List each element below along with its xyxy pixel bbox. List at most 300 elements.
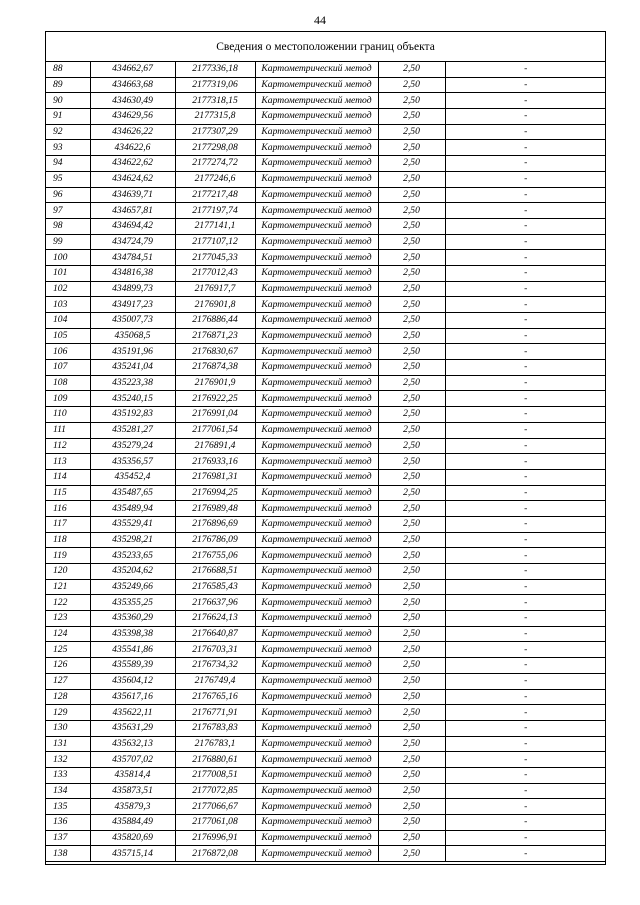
coordinate-y-cell: 2176891,4 [175, 438, 255, 454]
description-cell: - [445, 564, 606, 580]
table-row [45, 736, 606, 752]
description-cell: - [445, 124, 606, 140]
point-number-cell: 122 [45, 595, 90, 611]
point-number-cell: 93 [45, 140, 90, 156]
method-cell: Картометрический метод [255, 846, 378, 862]
coordinate-x-cell: 435707,02 [90, 752, 175, 768]
description-cell: - [445, 673, 606, 689]
coordinates-table [45, 62, 606, 862]
coordinate-y-cell: 2176991,04 [175, 407, 255, 423]
point-number-cell: 118 [45, 532, 90, 548]
coordinate-x-cell: 435223,38 [90, 375, 175, 391]
description-cell: - [445, 658, 606, 674]
point-number-cell: 90 [45, 93, 90, 109]
method-cell: Картометрический метод [255, 815, 378, 831]
coordinate-x-cell: 435617,16 [90, 689, 175, 705]
table-row [45, 595, 606, 611]
description-cell: - [445, 767, 606, 783]
description-cell: - [445, 187, 606, 203]
accuracy-cell: 2,50 [378, 77, 445, 93]
page-number: 44 [314, 13, 326, 27]
coordinate-x-cell: 435192,83 [90, 407, 175, 423]
point-number-cell: 129 [45, 705, 90, 721]
method-cell: Картометрический метод [255, 673, 378, 689]
accuracy-cell: 2,50 [378, 391, 445, 407]
method-cell: Картометрический метод [255, 93, 378, 109]
description-cell: - [445, 391, 606, 407]
coordinate-x-cell: 434624,62 [90, 171, 175, 187]
accuracy-cell: 2,50 [378, 720, 445, 736]
method-cell: Картометрический метод [255, 297, 378, 313]
point-number-cell: 105 [45, 328, 90, 344]
method-cell: Картометрический метод [255, 830, 378, 846]
table-row [45, 187, 606, 203]
table-row [45, 752, 606, 768]
method-cell: Картометрический метод [255, 109, 378, 125]
table-row [45, 140, 606, 156]
accuracy-cell: 2,50 [378, 485, 445, 501]
description-cell: - [445, 485, 606, 501]
description-cell: - [445, 799, 606, 815]
coordinates-table-frame [45, 31, 606, 865]
method-cell: Картометрический метод [255, 532, 378, 548]
method-cell: Картометрический метод [255, 171, 378, 187]
accuracy-cell: 2,50 [378, 187, 445, 203]
table-row [45, 62, 606, 77]
method-cell: Картометрический метод [255, 140, 378, 156]
coordinate-y-cell: 2177336,18 [175, 62, 255, 77]
method-cell: Картометрический метод [255, 689, 378, 705]
point-number-cell: 91 [45, 109, 90, 125]
table-row [45, 799, 606, 815]
description-cell: - [445, 234, 606, 250]
accuracy-cell: 2,50 [378, 532, 445, 548]
table-row [45, 658, 606, 674]
coordinate-x-cell: 435204,62 [90, 564, 175, 580]
method-cell: Картометрический метод [255, 250, 378, 266]
coordinate-y-cell: 2176880,61 [175, 752, 255, 768]
accuracy-cell: 2,50 [378, 799, 445, 815]
accuracy-cell: 2,50 [378, 516, 445, 532]
coordinates-table-body [45, 62, 606, 862]
accuracy-cell: 2,50 [378, 736, 445, 752]
coordinate-x-cell: 435281,27 [90, 422, 175, 438]
accuracy-cell: 2,50 [378, 297, 445, 313]
accuracy-cell: 2,50 [378, 830, 445, 846]
method-cell: Картометрический метод [255, 407, 378, 423]
coordinate-x-cell: 435298,21 [90, 532, 175, 548]
description-cell: - [445, 611, 606, 627]
method-cell: Картометрический метод [255, 642, 378, 658]
method-cell: Картометрический метод [255, 626, 378, 642]
accuracy-cell: 2,50 [378, 344, 445, 360]
accuracy-cell: 2,50 [378, 62, 445, 77]
accuracy-cell: 2,50 [378, 313, 445, 329]
coordinate-y-cell: 2177319,06 [175, 77, 255, 93]
point-number-cell: 125 [45, 642, 90, 658]
method-cell: Картометрический метод [255, 501, 378, 517]
point-number-cell: 92 [45, 124, 90, 140]
coordinate-x-cell: 435279,24 [90, 438, 175, 454]
method-cell: Картометрический метод [255, 156, 378, 172]
coordinate-x-cell: 435604,12 [90, 673, 175, 689]
accuracy-cell: 2,50 [378, 815, 445, 831]
table-row [45, 391, 606, 407]
coordinate-x-cell: 435622,11 [90, 705, 175, 721]
accuracy-cell: 2,50 [378, 93, 445, 109]
coordinate-x-cell: 434917,23 [90, 297, 175, 313]
method-cell: Картометрический метод [255, 187, 378, 203]
method-cell: Картометрический метод [255, 705, 378, 721]
method-cell: Картометрический метод [255, 799, 378, 815]
table-row [45, 281, 606, 297]
description-cell: - [445, 265, 606, 281]
description-cell: - [445, 250, 606, 266]
point-number-cell: 104 [45, 313, 90, 329]
coordinate-x-cell: 434816,38 [90, 265, 175, 281]
coordinate-y-cell: 2176637,96 [175, 595, 255, 611]
point-number-cell: 89 [45, 77, 90, 93]
accuracy-cell: 2,50 [378, 438, 445, 454]
description-cell: - [445, 93, 606, 109]
table-row [45, 109, 606, 125]
accuracy-cell: 2,50 [378, 360, 445, 376]
coordinate-y-cell: 2176786,09 [175, 532, 255, 548]
table-row [45, 454, 606, 470]
table-row [45, 815, 606, 831]
section-title: Сведения о местоположении границ объекта [46, 32, 605, 62]
coordinate-y-cell: 2176901,9 [175, 375, 255, 391]
description-cell: - [445, 720, 606, 736]
method-cell: Картометрический метод [255, 438, 378, 454]
coordinate-y-cell: 2177061,08 [175, 815, 255, 831]
coordinate-y-cell: 2177315,8 [175, 109, 255, 125]
point-number-cell: 137 [45, 830, 90, 846]
accuracy-cell: 2,50 [378, 846, 445, 862]
method-cell: Картометрический метод [255, 783, 378, 799]
point-number-cell: 132 [45, 752, 90, 768]
coordinate-x-cell: 435631,29 [90, 720, 175, 736]
coordinate-x-cell: 435487,65 [90, 485, 175, 501]
accuracy-cell: 2,50 [378, 234, 445, 250]
description-cell: - [445, 501, 606, 517]
coordinate-x-cell: 434899,73 [90, 281, 175, 297]
coordinate-x-cell: 434724,79 [90, 234, 175, 250]
method-cell: Картометрический метод [255, 391, 378, 407]
accuracy-cell: 2,50 [378, 156, 445, 172]
table-row [45, 689, 606, 705]
coordinate-x-cell: 435873,51 [90, 783, 175, 799]
accuracy-cell: 2,50 [378, 548, 445, 564]
description-cell: - [445, 203, 606, 219]
coordinate-x-cell: 435489,94 [90, 501, 175, 517]
accuracy-cell: 2,50 [378, 595, 445, 611]
accuracy-cell: 2,50 [378, 265, 445, 281]
coordinate-x-cell: 434639,71 [90, 187, 175, 203]
point-number-cell: 112 [45, 438, 90, 454]
accuracy-cell: 2,50 [378, 501, 445, 517]
coordinate-x-cell: 434626,22 [90, 124, 175, 140]
coordinate-x-cell: 435814,4 [90, 767, 175, 783]
point-number-cell: 138 [45, 846, 90, 862]
coordinate-x-cell: 434663,68 [90, 77, 175, 93]
coordinate-y-cell: 2176585,43 [175, 579, 255, 595]
table-row [45, 422, 606, 438]
coordinate-y-cell: 2177318,15 [175, 93, 255, 109]
description-cell: - [445, 140, 606, 156]
table-row [45, 265, 606, 281]
table-row [45, 234, 606, 250]
table-row [45, 77, 606, 93]
method-cell: Картометрический метод [255, 469, 378, 485]
point-number-cell: 96 [45, 187, 90, 203]
coordinate-x-cell: 435452,4 [90, 469, 175, 485]
point-number-cell: 113 [45, 454, 90, 470]
accuracy-cell: 2,50 [378, 752, 445, 768]
coordinate-y-cell: 2176922,25 [175, 391, 255, 407]
coordinate-y-cell: 2176640,87 [175, 626, 255, 642]
table-row [45, 532, 606, 548]
coordinate-y-cell: 2176996,91 [175, 830, 255, 846]
method-cell: Картометрический метод [255, 752, 378, 768]
description-cell: - [445, 156, 606, 172]
table-row [45, 705, 606, 721]
accuracy-cell: 2,50 [378, 658, 445, 674]
coordinate-y-cell: 2176765,16 [175, 689, 255, 705]
description-cell: - [445, 407, 606, 423]
coordinate-x-cell: 435233,65 [90, 548, 175, 564]
description-cell: - [445, 375, 606, 391]
coordinate-x-cell: 434784,51 [90, 250, 175, 266]
accuracy-cell: 2,50 [378, 673, 445, 689]
table-row [45, 548, 606, 564]
coordinate-y-cell: 2176755,06 [175, 548, 255, 564]
coordinate-y-cell: 2176771,91 [175, 705, 255, 721]
accuracy-cell: 2,50 [378, 469, 445, 485]
coordinate-y-cell: 2176871,23 [175, 328, 255, 344]
table-row [45, 218, 606, 234]
accuracy-cell: 2,50 [378, 564, 445, 580]
accuracy-cell: 2,50 [378, 250, 445, 266]
table-row [45, 516, 606, 532]
point-number-cell: 109 [45, 391, 90, 407]
description-cell: - [445, 626, 606, 642]
point-number-cell: 107 [45, 360, 90, 376]
table-row [45, 344, 606, 360]
coordinate-y-cell: 2177066,67 [175, 799, 255, 815]
description-cell: - [445, 595, 606, 611]
description-cell: - [445, 830, 606, 846]
coordinate-y-cell: 2177307,29 [175, 124, 255, 140]
coordinate-x-cell: 434630,49 [90, 93, 175, 109]
coordinate-y-cell: 2176874,38 [175, 360, 255, 376]
accuracy-cell: 2,50 [378, 579, 445, 595]
coordinate-x-cell: 435191,96 [90, 344, 175, 360]
coordinate-x-cell: 434629,56 [90, 109, 175, 125]
point-number-cell: 88 [45, 62, 90, 77]
accuracy-cell: 2,50 [378, 218, 445, 234]
coordinate-y-cell: 2177045,33 [175, 250, 255, 266]
description-cell: - [445, 422, 606, 438]
table-row [45, 720, 606, 736]
coordinate-y-cell: 2176989,48 [175, 501, 255, 517]
point-number-cell: 126 [45, 658, 90, 674]
point-number-cell: 134 [45, 783, 90, 799]
coordinate-x-cell: 435541,86 [90, 642, 175, 658]
point-number-cell: 108 [45, 375, 90, 391]
accuracy-cell: 2,50 [378, 328, 445, 344]
coordinate-x-cell: 435632,13 [90, 736, 175, 752]
coordinate-x-cell: 435241,04 [90, 360, 175, 376]
table-row [45, 846, 606, 862]
method-cell: Картометрический метод [255, 422, 378, 438]
coordinate-x-cell: 435240,15 [90, 391, 175, 407]
point-number-cell: 114 [45, 469, 90, 485]
accuracy-cell: 2,50 [378, 689, 445, 705]
table-row [45, 360, 606, 376]
coordinate-x-cell: 435884,49 [90, 815, 175, 831]
coordinate-x-cell: 435529,41 [90, 516, 175, 532]
table-row [45, 642, 606, 658]
description-cell: - [445, 360, 606, 376]
point-number-cell: 136 [45, 815, 90, 831]
description-cell: - [445, 815, 606, 831]
accuracy-cell: 2,50 [378, 626, 445, 642]
description-cell: - [445, 171, 606, 187]
coordinate-y-cell: 2177274,72 [175, 156, 255, 172]
table-row [45, 501, 606, 517]
accuracy-cell: 2,50 [378, 124, 445, 140]
coordinate-x-cell: 434694,42 [90, 218, 175, 234]
point-number-cell: 97 [45, 203, 90, 219]
description-cell: - [445, 109, 606, 125]
description-cell: - [445, 516, 606, 532]
accuracy-cell: 2,50 [378, 203, 445, 219]
coordinate-y-cell: 2176624,13 [175, 611, 255, 627]
method-cell: Картометрический метод [255, 265, 378, 281]
table-row [45, 407, 606, 423]
coordinate-y-cell: 2177008,51 [175, 767, 255, 783]
method-cell: Картометрический метод [255, 203, 378, 219]
description-cell: - [445, 438, 606, 454]
method-cell: Картометрический метод [255, 124, 378, 140]
coordinate-y-cell: 2177197,74 [175, 203, 255, 219]
method-cell: Картометрический метод [255, 767, 378, 783]
point-number-cell: 131 [45, 736, 90, 752]
method-cell: Картометрический метод [255, 360, 378, 376]
coordinate-x-cell: 435360,29 [90, 611, 175, 627]
accuracy-cell: 2,50 [378, 767, 445, 783]
method-cell: Картометрический метод [255, 564, 378, 580]
coordinate-y-cell: 2176886,44 [175, 313, 255, 329]
point-number-cell: 100 [45, 250, 90, 266]
description-cell: - [445, 642, 606, 658]
coordinate-x-cell: 435398,38 [90, 626, 175, 642]
point-number-cell: 99 [45, 234, 90, 250]
point-number-cell: 102 [45, 281, 90, 297]
table-row [45, 626, 606, 642]
coordinate-x-cell: 435879,3 [90, 799, 175, 815]
table-row [45, 203, 606, 219]
table-row [45, 830, 606, 846]
method-cell: Картометрический метод [255, 454, 378, 470]
accuracy-cell: 2,50 [378, 705, 445, 721]
table-row [45, 124, 606, 140]
table-row [45, 564, 606, 580]
method-cell: Картометрический метод [255, 595, 378, 611]
coordinate-y-cell: 2176783,1 [175, 736, 255, 752]
table-row [45, 250, 606, 266]
accuracy-cell: 2,50 [378, 407, 445, 423]
coordinate-y-cell: 2177061,54 [175, 422, 255, 438]
description-cell: - [445, 218, 606, 234]
accuracy-cell: 2,50 [378, 642, 445, 658]
coordinate-y-cell: 2176703,31 [175, 642, 255, 658]
method-cell: Картометрический метод [255, 579, 378, 595]
accuracy-cell: 2,50 [378, 783, 445, 799]
table-row [45, 767, 606, 783]
method-cell: Картометрический метод [255, 234, 378, 250]
table-row [45, 611, 606, 627]
coordinate-x-cell: 434622,62 [90, 156, 175, 172]
point-number-cell: 95 [45, 171, 90, 187]
point-number-cell: 117 [45, 516, 90, 532]
method-cell: Картометрический метод [255, 328, 378, 344]
coordinate-x-cell: 434622,6 [90, 140, 175, 156]
coordinate-y-cell: 2176734,32 [175, 658, 255, 674]
accuracy-cell: 2,50 [378, 422, 445, 438]
description-cell: - [445, 328, 606, 344]
coordinate-x-cell: 434657,81 [90, 203, 175, 219]
accuracy-cell: 2,50 [378, 281, 445, 297]
coordinate-y-cell: 2176872,08 [175, 846, 255, 862]
description-cell: - [445, 736, 606, 752]
coordinate-x-cell: 435715,14 [90, 846, 175, 862]
point-number-cell: 98 [45, 218, 90, 234]
table-row [45, 93, 606, 109]
method-cell: Картометрический метод [255, 77, 378, 93]
description-cell: - [445, 281, 606, 297]
coordinate-y-cell: 2177012,43 [175, 265, 255, 281]
coordinate-y-cell: 2177217,48 [175, 187, 255, 203]
table-row [45, 579, 606, 595]
method-cell: Картометрический метод [255, 313, 378, 329]
method-cell: Картометрический метод [255, 218, 378, 234]
method-cell: Картометрический метод [255, 720, 378, 736]
table-row [45, 438, 606, 454]
method-cell: Картометрический метод [255, 375, 378, 391]
coordinate-y-cell: 2176688,51 [175, 564, 255, 580]
description-cell: - [445, 77, 606, 93]
coordinate-y-cell: 2176933,16 [175, 454, 255, 470]
table-row [45, 171, 606, 187]
table-row [45, 375, 606, 391]
point-number-cell: 101 [45, 265, 90, 281]
coordinate-y-cell: 2177072,85 [175, 783, 255, 799]
coordinate-y-cell: 2176749,4 [175, 673, 255, 689]
description-cell: - [445, 62, 606, 77]
description-cell: - [445, 344, 606, 360]
point-number-cell: 103 [45, 297, 90, 313]
coordinate-y-cell: 2176901,8 [175, 297, 255, 313]
accuracy-cell: 2,50 [378, 140, 445, 156]
description-cell: - [445, 579, 606, 595]
method-cell: Картометрический метод [255, 62, 378, 77]
point-number-cell: 123 [45, 611, 90, 627]
point-number-cell: 121 [45, 579, 90, 595]
description-cell: - [445, 313, 606, 329]
description-cell: - [445, 469, 606, 485]
